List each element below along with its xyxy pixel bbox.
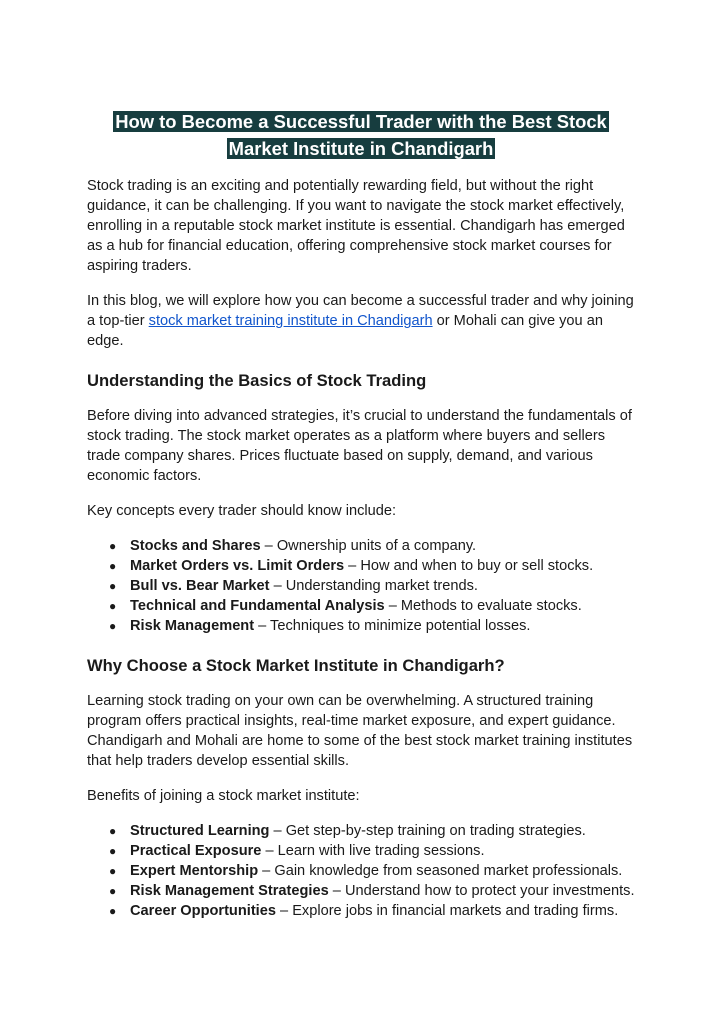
list-item-term: Structured Learning xyxy=(130,823,270,839)
list-item xyxy=(87,616,635,636)
bullet-icon: ● xyxy=(109,599,117,613)
list-item-term: Market Orders vs. Limit Orders xyxy=(130,558,345,574)
blog-text-before: In this blog, we will explore how you can become a successful trader and why joining a top-tier xyxy=(87,293,634,329)
title-line-1: How to Become a Successful Trader with the Best Stock xyxy=(115,111,607,132)
bullet-icon: ● xyxy=(109,619,117,633)
benefits-list xyxy=(87,821,635,921)
list-item-desc: – Ownership units of a company. xyxy=(260,538,477,554)
list-item xyxy=(87,556,635,576)
list-item-desc: – Get step-by-step training on trading strategies. xyxy=(269,823,586,839)
list-item-term: Expert Mentorship xyxy=(130,863,259,879)
list-item xyxy=(87,901,635,921)
intro-paragraph: Stock trading is an exciting and potentially rewarding field, but without the right guidance, it can be challenging. If you want to navigate the stock market effectively, enrolling in a reputable stock market institute is essential. Chandigarh has emerged as a hub for financial education, offering comprehensive stock market courses for aspiring traders. xyxy=(87,178,625,274)
page-title xyxy=(83,108,639,162)
list-item-desc: – Methods to evaluate stocks. xyxy=(384,598,582,614)
key-concepts-list xyxy=(87,536,635,636)
list-item xyxy=(87,841,635,861)
list-item-term: Career Opportunities xyxy=(130,903,276,919)
training-institute-link[interactable]: stock market training institute in Chandigarh xyxy=(148,313,433,329)
section-heading-why-choose: Why Choose a Stock Market Institute in Chandigarh? xyxy=(87,656,505,675)
bullet-icon: ● xyxy=(109,824,117,838)
list-item-desc: – Understanding market trends. xyxy=(269,578,478,594)
bullet-icon: ● xyxy=(109,884,117,898)
list-item xyxy=(87,821,635,841)
key-concepts-intro: Key concepts every trader should know include: xyxy=(87,503,397,519)
bullet-icon: ● xyxy=(109,904,117,918)
bullet-icon: ● xyxy=(109,864,117,878)
list-item xyxy=(87,596,635,616)
list-item-desc: – Learn with live trading sessions. xyxy=(261,843,485,859)
list-item-desc: – Gain knowledge from seasoned market professionals. xyxy=(258,863,623,879)
section-heading-basics: Understanding the Basics of Stock Trading xyxy=(87,371,427,390)
list-item xyxy=(87,861,635,881)
list-item xyxy=(87,881,635,901)
list-item-desc: – Techniques to minimize potential losses. xyxy=(254,618,531,634)
list-item-term: Stocks and Shares xyxy=(130,538,261,554)
list-item-term: Risk Management Strategies xyxy=(130,883,329,899)
list-item-term: Bull vs. Bear Market xyxy=(130,578,270,594)
bullet-icon: ● xyxy=(109,539,117,553)
list-item-term: Practical Exposure xyxy=(130,843,262,859)
bullet-icon: ● xyxy=(109,844,117,858)
bullet-icon: ● xyxy=(109,579,117,593)
title-line-2: Market Institute in Chandigarh xyxy=(228,138,494,159)
list-item xyxy=(87,536,635,556)
bullet-icon: ● xyxy=(109,559,117,573)
benefits-intro: Benefits of joining a stock market institute: xyxy=(87,788,360,804)
basics-paragraph: Before diving into advanced strategies, it’s crucial to understand the fundamentals of stock trading. The stock market operates as a platform where buyers and sellers trade company shares. Prices fluctuate based on supply, demand, and various economic factors. xyxy=(87,408,632,484)
list-item-desc: – How and when to buy or sell stocks. xyxy=(344,558,594,574)
blog-paragraph xyxy=(87,291,635,351)
list-item-term: Technical and Fundamental Analysis xyxy=(130,598,385,614)
blog-text-after: or Mohali can give you an edge. xyxy=(87,313,603,349)
why-choose-paragraph: Learning stock trading on your own can be overwhelming. A structured training program offers practical insights, real-time market exposure, and expert guidance. Chandigarh and Mohali are home to some of the best stock market training institutes that help traders develop essential skills. xyxy=(87,693,633,769)
list-item xyxy=(87,576,635,596)
list-item-desc: – Explore jobs in financial markets and trading firms. xyxy=(275,903,619,919)
list-item-desc: – Understand how to protect your investments. xyxy=(328,883,635,899)
list-item-term: Risk Management xyxy=(130,618,255,634)
document-page xyxy=(87,108,635,921)
